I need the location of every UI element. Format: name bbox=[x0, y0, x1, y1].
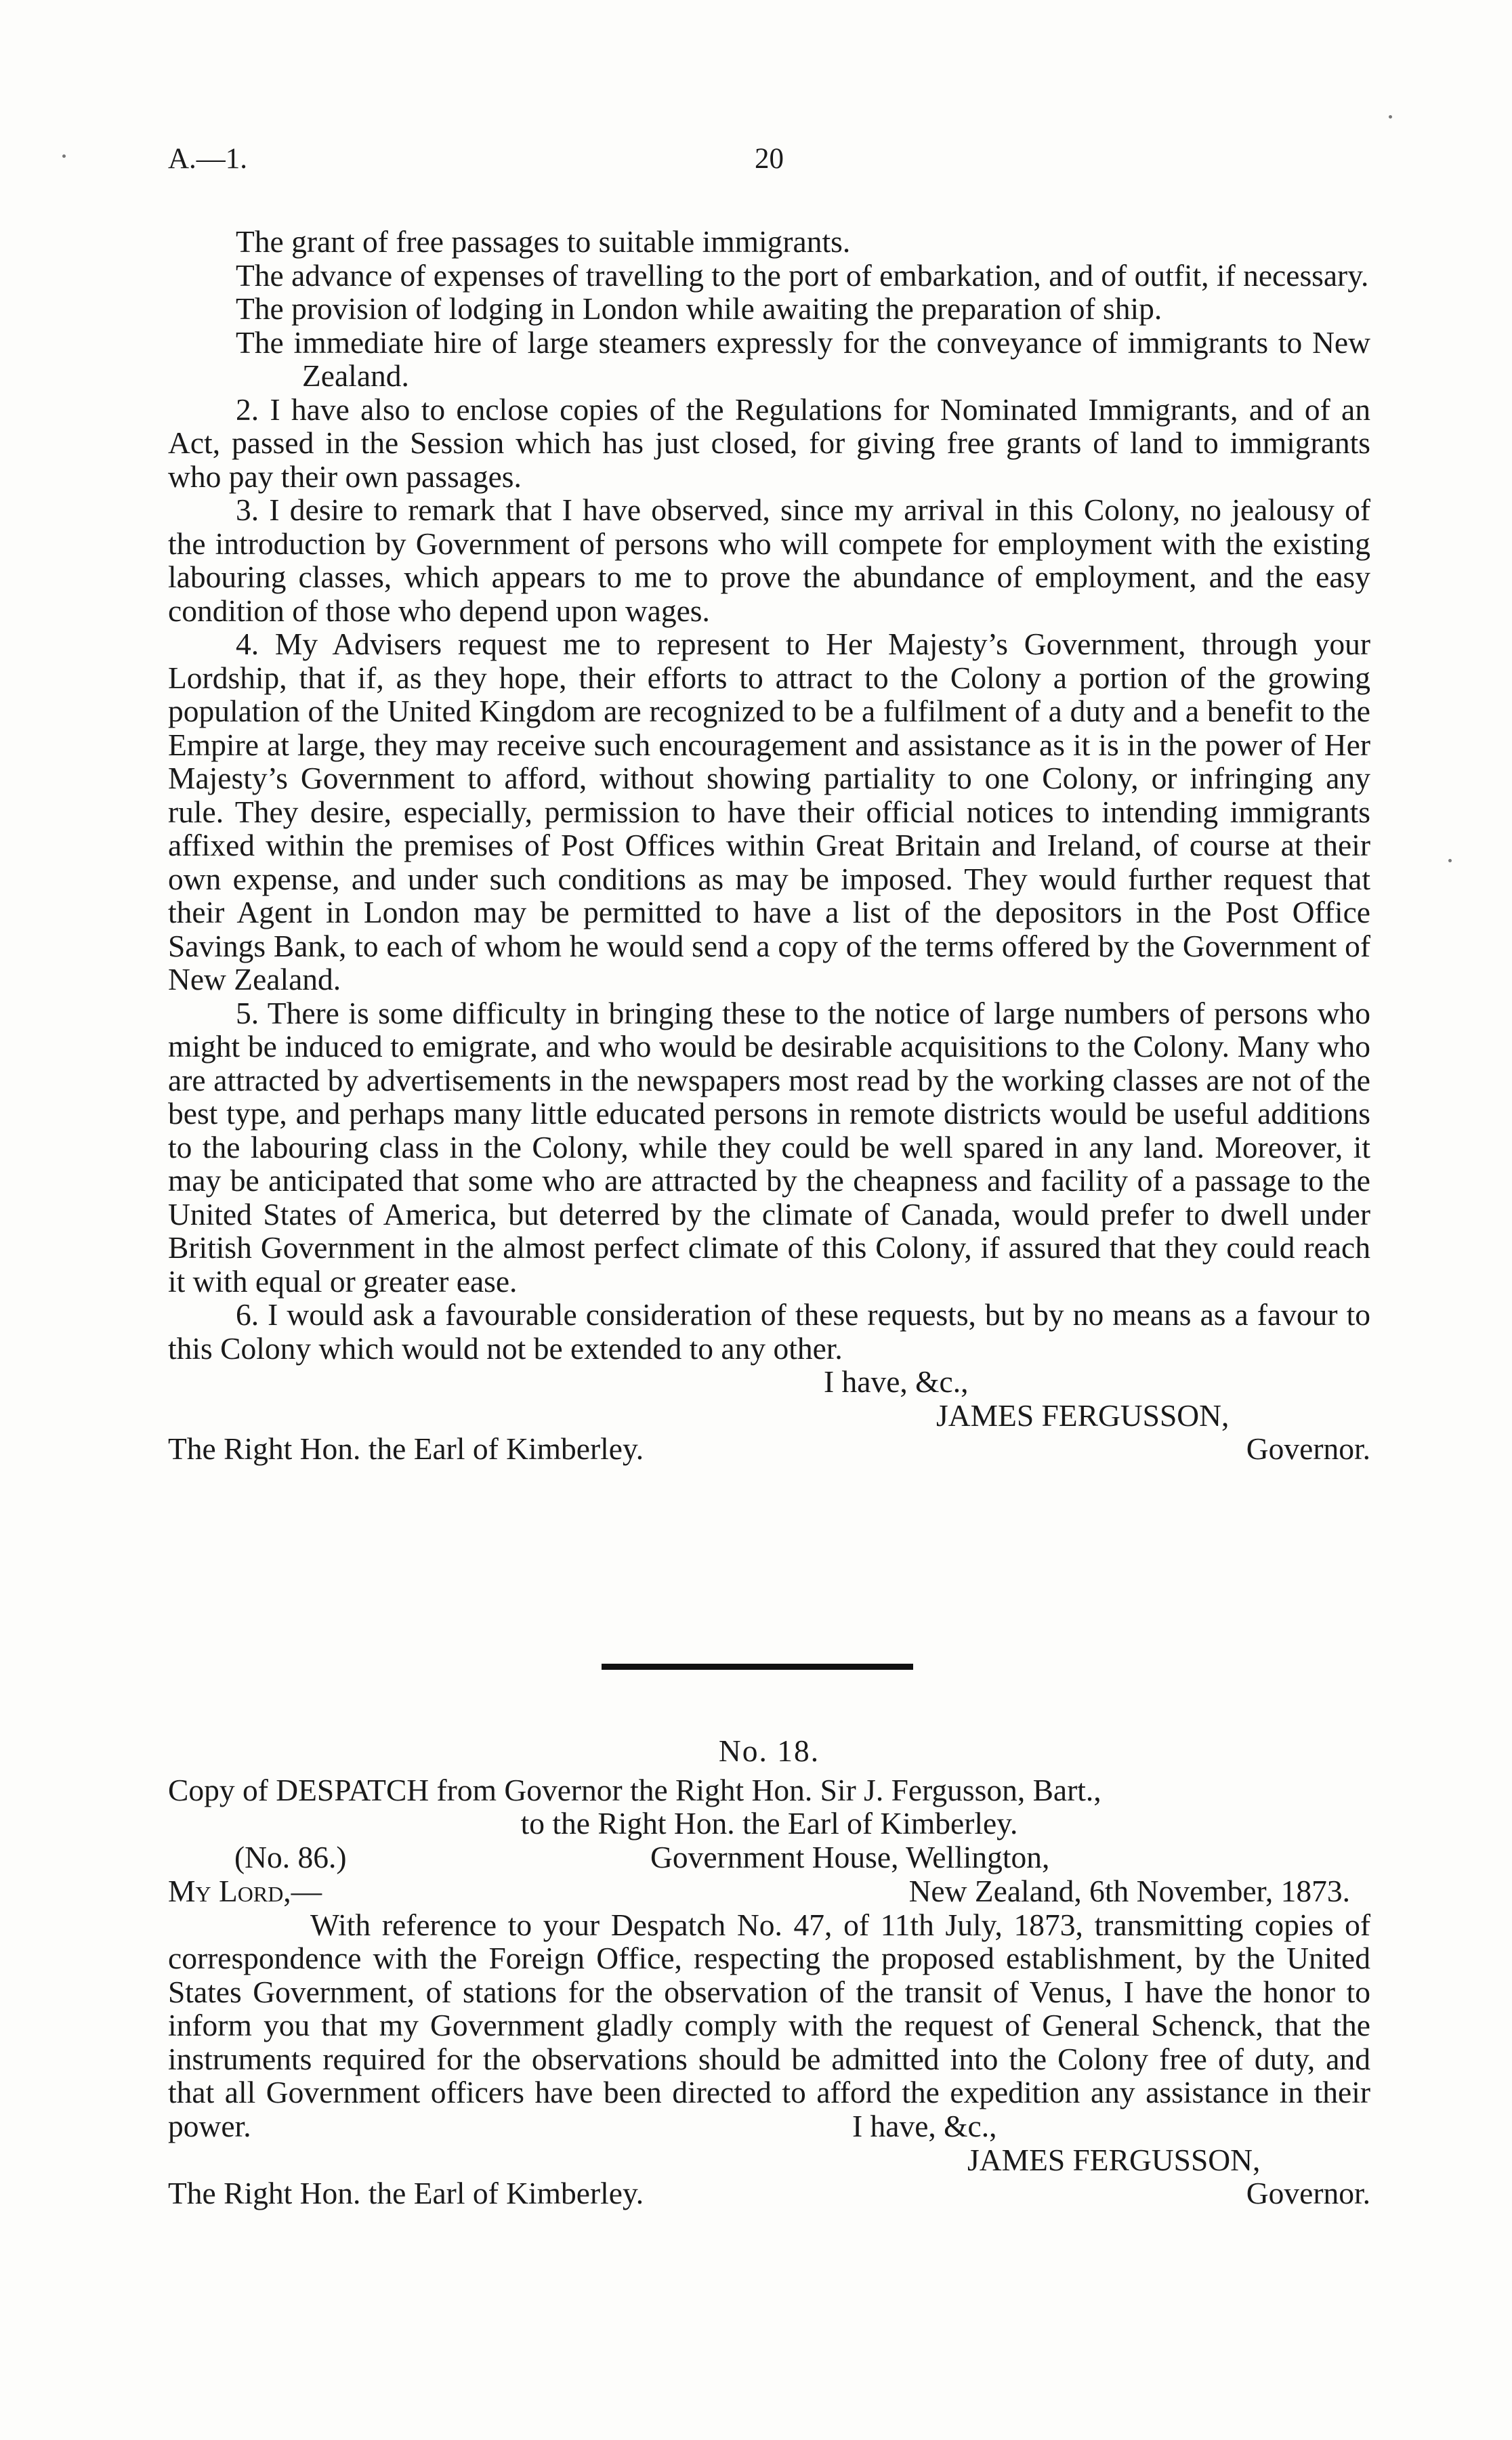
despatch-18 bbox=[168, 1734, 1370, 2210]
list-item: The immediate hire of large steamers expressly for the conveyance of immigrants to New Zealand. bbox=[236, 324, 1370, 393]
sign-off: I have, &c., bbox=[824, 1364, 969, 1399]
sign-off: I have, &c., bbox=[852, 2109, 997, 2143]
paragraph-6: 6. I would ask a favourable consideration of these requests, but by no means as a favour to this Colony which would not be extended to any other. bbox=[168, 1297, 1370, 1366]
list-item: The advance of expenses of travelling to the port of embarkation, and of outfit, if necessary. bbox=[236, 257, 1369, 293]
section-divider bbox=[602, 1664, 913, 1670]
paragraph-3: 3. I desire to remark that I have observed, since my arrival in this Colony, no jealousy of the introduction by Government of persons who will compete for employment with the existing labouring classes, which appears to me to prove the abundance of employment, and the easy condition of those who depend upon wages. bbox=[168, 492, 1370, 628]
ref-line bbox=[168, 1840, 1370, 1874]
signatory: JAMES FERGUSSON, bbox=[936, 1397, 1230, 1433]
signatory-title: Governor. bbox=[1246, 2176, 1370, 2210]
signatory: JAMES FERGUSSON, bbox=[967, 2142, 1261, 2177]
speck-mark bbox=[1448, 859, 1452, 862]
speck-mark bbox=[1389, 115, 1392, 119]
paragraph-5: 5. There is some difficulty in bringing these to the notice of large numbers of persons who might be induced to emigrate, and who would be desirable acquisitions to the Colony. Many who are attracted by advertisements in the newspapers most read by the working classes are not of the best type, and perhaps many little educated persons in remote districts would be useful additions to the labouring class in the Colony, while they could be well spared in any land. Moreover, it may be anticipated that some who are attracted by the cheapness and facility of a passage to the United States of America, but deterred by the climate of Canada, would prefer to dwell under British Government in the almost perfect climate of this Colony, if assured that they could reach it with equal or greater ease. bbox=[168, 995, 1370, 1299]
despatch-number: No. 18. bbox=[718, 1733, 820, 1768]
page-number: 20 bbox=[755, 143, 784, 175]
salutation: My Lord,— bbox=[168, 1873, 322, 1908]
addressee: The Right Hon. the Earl of Kimberley. bbox=[168, 2176, 644, 2210]
despatch-17-body bbox=[168, 225, 1370, 1466]
addressee-line bbox=[168, 1432, 1370, 1466]
page-header bbox=[168, 142, 1370, 183]
despatch-heading-line1: Copy of DESPATCH from Governor the Right Hon. Sir J. Fergusson, Bart., bbox=[168, 1772, 1101, 1807]
despatch-body: With reference to your Despatch No. 47, of 11th July, 1873, transmitting copies of correspondence with the Foreign Office, respecting the proposed establishment, by the United States Government, of stations for the observation of the transit of Venus, I have the honor to inform you that my Government gladly comply with the request of General Schenck, that the instruments required for the observations should be admitted into the Colony free of duty, and that all Government officers have been directed to afford the expedition any assistance in their power. bbox=[168, 1907, 1370, 2143]
despatch-heading-line2: to the Right Hon. the Earl of Kimberley. bbox=[520, 1806, 1018, 1840]
speck-mark bbox=[62, 154, 66, 158]
despatch-date: New Zealand, 6th November, 1873. bbox=[908, 1873, 1350, 1908]
paragraph-2: 2. I have also to enclose copies of the Regulations for Nominated Immigrants, and of an Act, passed in the Session which has just closed, for giving free grants of land to immigrants who pay their own passages. bbox=[168, 392, 1370, 494]
immigration-list bbox=[168, 225, 1370, 393]
document-reference: A.—1. bbox=[168, 143, 248, 175]
despatch-ref: (No. 86.) bbox=[234, 1839, 347, 1874]
addressee-line bbox=[168, 2176, 1370, 2210]
addressee: The Right Hon. the Earl of Kimberley. bbox=[168, 1431, 644, 1466]
paragraph-4: 4. My Advisers request me to represent to Her Majesty’s Government, through your Lordship, that if, as they hope, their efforts to attract to the Colony a portion of the growing population of the United Kingdom are recognized to be a fulfilment of a duty and a benefit to the Empire at large, they may receive such encouragement and assistance as it is in the power of Her Majesty’s Government to afford, without showing partiality to one Colony, or infringing any rule. They desire, especially, permission to have their official notices to intending immigrants affixed within the premises of Post Offices within Great Britain and Ireland, of course at their own expense, and under such conditions as may be imposed. They would further request that their Agent in London may be permitted to have a list of the depositors in the Post Office Savings Bank, to each of whom he would send a copy of the terms offered by the Government of New Zealand. bbox=[168, 627, 1370, 996]
signatory-title: Governor. bbox=[1246, 1431, 1370, 1466]
salutation-line bbox=[168, 1874, 1370, 1908]
list-item: The grant of free passages to suitable immigrants. bbox=[236, 224, 851, 259]
despatch-place: Government House, Wellington, bbox=[650, 1839, 1050, 1874]
list-item: The provision of lodging in London while awaiting the preparation of ship. bbox=[236, 291, 1162, 326]
